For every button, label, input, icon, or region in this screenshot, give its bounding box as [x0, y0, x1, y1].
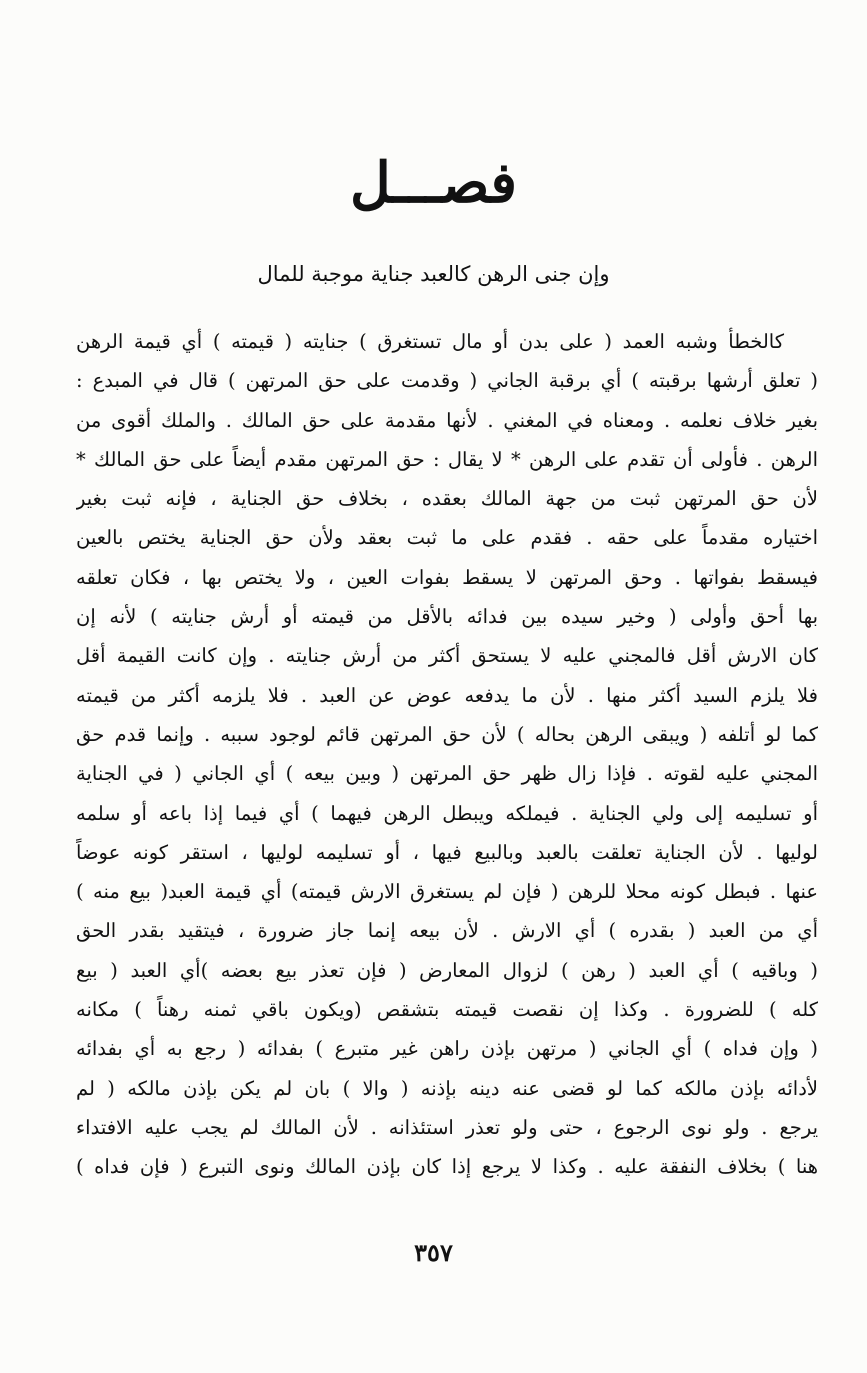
text-line: يرجع . ولو نوى الرجوع ، حتى ولو تعذر استئذانه . لأن المالك لم يجب عليه الافتداء: [76, 1115, 818, 1139]
text-line: كالخطأ وشبه العمد ( على بدن أو مال تستغرق ) جنايته ( قيمته ) أي قيمة الرهن: [76, 330, 784, 353]
text-line: المجني عليه لقوته . فإذا زال ظهر حق المرتهن ( وبين بيعه ) أي الجاني ( في الجناية: [76, 762, 818, 786]
text-line: فيسقط بفواتها . وحق المرتهن لا يسقط بفوات العين ، ولا يختص بها ، فكان تعلقه: [76, 565, 818, 589]
text-line: لأدائه بإذن مالكه كما لو قضى عنه دينه بإذنه ( والا ) بان لم يكن بإذن مالكه ( لم: [76, 1076, 818, 1100]
text-line: أي من العبد ( بقدره ) أي الارش . لأن بيعه إنما جاز ضرورة ، فيتقيد بقدر الحق: [76, 919, 818, 943]
text-line: عنها . فبطل كونه محلا للرهن ( فإن لم يستغرق الارش قيمته) أي قيمة العبد( بيع منه ): [76, 880, 818, 904]
text-line: فلا يلزم السيد أكثر منها . لأن ما يدفعه عوض عن العبد . فلا يلزمه أكثر من قيمته: [76, 683, 818, 707]
text-line: كان الارش أقل فالمجني عليه لا يستحق أكثر من أرش جنايته . وإن كانت القيمة أقل: [76, 644, 818, 668]
text-line: ( تعلق أرشها برقبته ) أي برقبة الجاني ( وقدمت على حق المرتهن ) قال في المبدع :: [76, 369, 818, 393]
text-line: ( وإن فداه ) أي الجاني ( مرتهن بإذن راهن غير متبرع ) بفدائه ( رجع به أي بفدائه: [76, 1037, 818, 1061]
text-line: كما لو أتلفه ( ويبقى الرهن بحاله ) لأن حق المرتهن قائم لوجود سببه . وإنما قدم حق: [76, 722, 818, 746]
section-heading: وإن جنى الرهن كالعبد جناية موجبة للمال: [257, 262, 610, 286]
body-text: [76, 322, 818, 1187]
text-line: بغير خلاف نعلمه . ومعناه في المغني . لأنها مقدمة على حق المالك . والملك أقوى من: [76, 408, 818, 432]
chapter-title: فصـــل: [350, 150, 517, 216]
text-line: هنا ) بخلاف النفقة عليه . وكذا لا يرجع إذا كان بإذن المالك ونوى التبرع ( فإن فداه ): [76, 1155, 818, 1179]
text-line: كله ) للضرورة . وكذا إن نقصت قيمته بتشقص (ويكون باقي ثمنه رهناً ) مكانه: [76, 998, 818, 1022]
text-line: ( وباقيه ) أي العبد ( رهن ) لزوال المعارض ( فإن تعذر بيع بعضه )أي العبد ( بيع: [76, 958, 818, 982]
text-line: اختياره مقدماً على حقه . فقدم على ما ثبت بعقد ولأن حق الجناية يختص بالعين: [76, 526, 818, 550]
page-number: ٣٥٧: [414, 1238, 453, 1267]
text-line: لوليها . لأن الجناية تعلقت بالعبد وبالبيع فيها ، أو تسليمه لوليها ، استقر كونه عوضاً: [76, 840, 818, 864]
text-line: بها أحق وأولى ( وخير سيده بين فدائه بالأقل من قيمته أو أرش جنايته ) لأنه إن: [76, 605, 818, 629]
text-line: أو تسليمه إلى ولي الجناية . فيملكه ويبطل الرهن فيهما ) أي فيما إذا باعه أو سلمه: [76, 801, 818, 825]
text-line: لأن حق المرتهن ثبت من جهة المالك بعقده ، بخلاف حق الجناية ، فإنه ثبت بغير: [76, 487, 818, 511]
text-line: الرهن . فأولى أن تقدم على الرهن * لا يقال : حق المرتهن مقدم أيضاً على حق المالك *: [76, 447, 818, 471]
